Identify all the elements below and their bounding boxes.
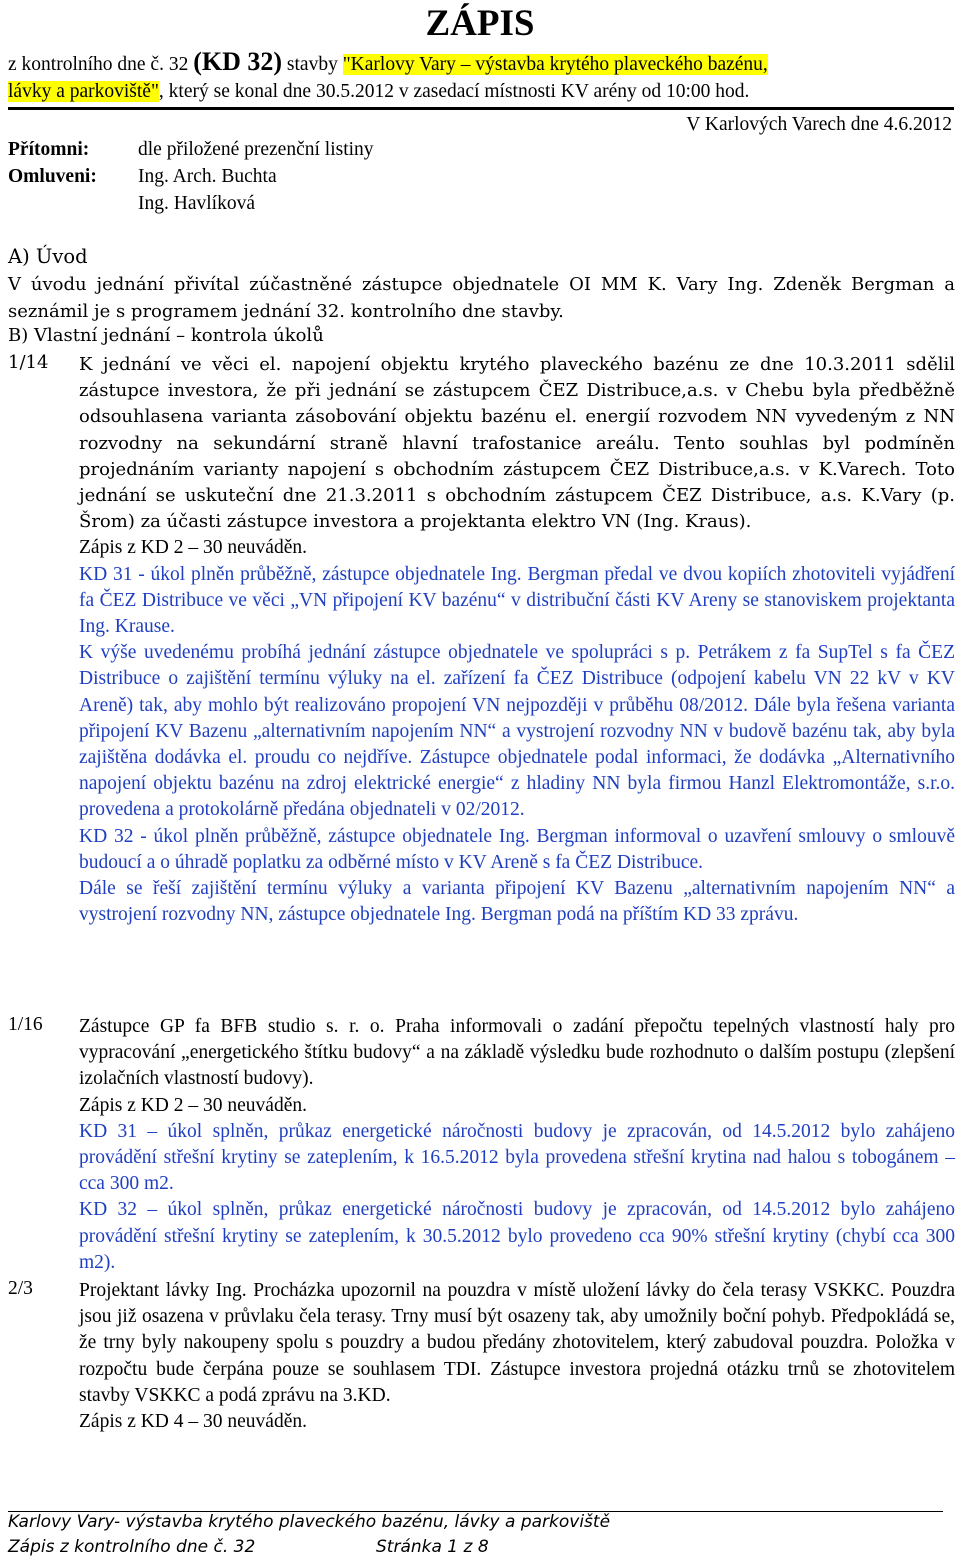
intro-line-2 — [8, 79, 749, 105]
item-paragraph: Projektant lávky Ing. Procházka upozornil na pouzdra v místě uložení lávky do čela terasy VSKKC. Pouzdra jsou již osazena v průvlaku čela terasy. Trny musí být osazeny tak, aby umožnily boční pohyb. Předpokládá se, že trny byly nakoupeny spolu s pouzdry a budou předány zhotovitelem, který zabudoval pouzdra. Položka v rozpočtu bude čerpána pouze se souhlasem TDI. Zástupce investora projedná otázku trnů se zhotovitelem stavby VSKKC a podá zprávu na 3.KD. — [79, 1280, 955, 1406]
item-paragraph-blue: KD 31 - úkol plněn průběžně, zástupce objednatele Ing. Bergman předal ve dvou kopiích zhotoviteli vyjádření fa ČEZ Distribuce ve věci „VN připojení KV bazénu“ v distribuční části KV Areny se stanoviskem projektanta Ing. Krause. — [79, 563, 955, 638]
excused-label: Omluveni: — [8, 166, 97, 187]
present-label: Přítomni: — [8, 139, 90, 160]
section-a-title: A) Úvod — [8, 245, 88, 268]
item-number: 2/3 — [8, 1278, 33, 1299]
footer-doc-name: Zápis z kontrolního dne č. 32 — [8, 1537, 256, 1557]
excused-value: Ing. Havlíková — [138, 193, 255, 214]
item-1-14 — [79, 352, 955, 928]
intro-text-2: stavby — [282, 54, 343, 75]
intro-text: z kontrolního dne č. 32 — [8, 54, 194, 75]
item-number: 1/14 — [8, 352, 49, 373]
item-paragraph-blue: K výše uvedenému probíhá jednání zástupce objednatele ve spolupráci s p. Petrákem z fa SupTel s fa ČEZ Distribuce o zajištění termínu výluky na el. zařízení fa ČEZ Distribuce (odpojení kabelu VN 22 kV v KV Areně) tak, aby mohlo být realizováno propojení VN nejpozději v průběhu 08/2012. Dále byla řešena varianta připojení KV Bazenu „alternativním napojením NN“ a vystrojení rozvodny NN v budově bazénu tak, aby byla zajištěna dodávka el. proudu co nejdříve. Zástupce objednatele podal informaci, že dodávka „Alternativního napojení objektu bazénu na zdroj elektrické energie“ z hladiny NN byla firmou Hanzl Elektromontáže, s.r.o. provedena a protokolárně předána objednateli v 02/2012. — [79, 642, 955, 821]
item-1-16 — [79, 1014, 955, 1276]
item-paragraph: Zápis z KD 2 – 30 neuváděn. — [79, 1094, 307, 1116]
item-paragraph-blue: Dále se řeší zajištění termínu výluky a varianta připojení KV Bazenu „alternativním napojením NN“ a vystrojení rozvodny NN, zástupce objednatele Ing. Bergman podá na příštím KD 33 zprávu. — [79, 878, 955, 926]
item-number: 1/16 — [8, 1014, 43, 1035]
intro-line-1 — [8, 49, 768, 78]
place-date: V Karlových Varech dne 4.6.2012 — [686, 114, 952, 135]
intro-text-3: , který se konal dne 30.5.2012 v zasedací místnosti KV arény od 10:00 hod. — [158, 81, 750, 102]
footer-project: Karlovy Vary- výstavba krytého plaveckého bazénu, lávky a parkoviště — [8, 1512, 611, 1532]
project-name-highlight-2: lávky a parkoviště" — [8, 81, 159, 102]
footer-page-number: Stránka 1 z 8 — [376, 1537, 489, 1557]
item-paragraph: Zápis z KD 4 – 30 neuváděn. — [79, 1411, 307, 1433]
excused-value: Ing. Arch. Buchta — [138, 166, 277, 187]
present-value: dle přiložené prezenční listiny — [138, 139, 374, 160]
item-paragraph-blue: KD 32 – úkol splněn, průkaz energetické náročnosti budovy je zpracován, od 14.5.2012 bylo zahájeno provádění střešní krytiny se zateplením, k 30.5.2012 bylo provedeno cca 90% střešní krytiny (chybí cca 300 m2). — [79, 1199, 955, 1273]
section-b-title: B) Vlastní jednání – kontrola úkolů — [8, 325, 324, 346]
section-a-text: V úvodu jednání přivítal zúčastněné zástupce objednatele OI MM K. Vary Ing. Zdeněk Bergman a seznámil je s programem jednání 32. kontrolního dne stavby. — [8, 274, 955, 322]
item-2-3 — [79, 1278, 955, 1435]
header-divider — [8, 107, 954, 110]
item-paragraph: Zástupce GP fa BFB studio s. r. o. Praha informovali o zadání přepočtu tepelných vlastností haly pro vypracování „energetického štítku budovy“ a na základě výsledku bude rozhodnuto o dalším postupu (zlepšení izolačních vlastností budovy). — [79, 1016, 955, 1090]
item-paragraph-blue: KD 31 – úkol splněn, průkaz energetické náročnosti budovy je zpracován, od 14.5.2012 bylo zahájeno provádění střešní krytiny se zateplením, k 16.5.2012 byla provedena střešní krytina nad halou s tobogánem – cca 300 m2. — [79, 1120, 955, 1195]
kd-number: (KD 32) — [193, 47, 283, 76]
item-paragraph: Zápis z KD 2 – 30 neuváděn. — [79, 537, 307, 559]
project-name-highlight: "Karlovy Vary – výstavba krytého plaveckého bazénu, — [342, 54, 768, 75]
document-title: ZÁPIS — [425, 3, 535, 44]
item-paragraph-blue: KD 32 - úkol plněn průběžně, zástupce objednatele Ing. Bergman informoval o uzavření smlouvy o smlouvě budoucí a o úhradě poplatku za odběrné místo v KV Areně s fa ČEZ Distribuce. — [79, 825, 955, 873]
item-paragraph: K jednání ve věci el. napojení objektu krytého plaveckého bazénu ze dne 10.3.2011 sdělil zástupce investora, že při jednání se zástupcem ČEZ Distribuce,a.s. v Chebu byla předběžně odsouhlasena varianta zásobování objektu bazénu el. energií rozvodem NN vyvedeným z NN rozvodny na sekundární straně hlavní trafostanice areálu. Tento souhlas byl podmíněn projednáním varianty napojení s obchodním zástupcem ČEZ Distribuce,a.s. v K.Varech. Toto jednání se uskuteční dne 21.3.2011 s obchodním zástupcem ČEZ Distribuce, a.s. K.Vary (p. Šrom) za účasti zástupce investora a projektanta elektro VN (Ing. Kraus). — [79, 354, 955, 533]
